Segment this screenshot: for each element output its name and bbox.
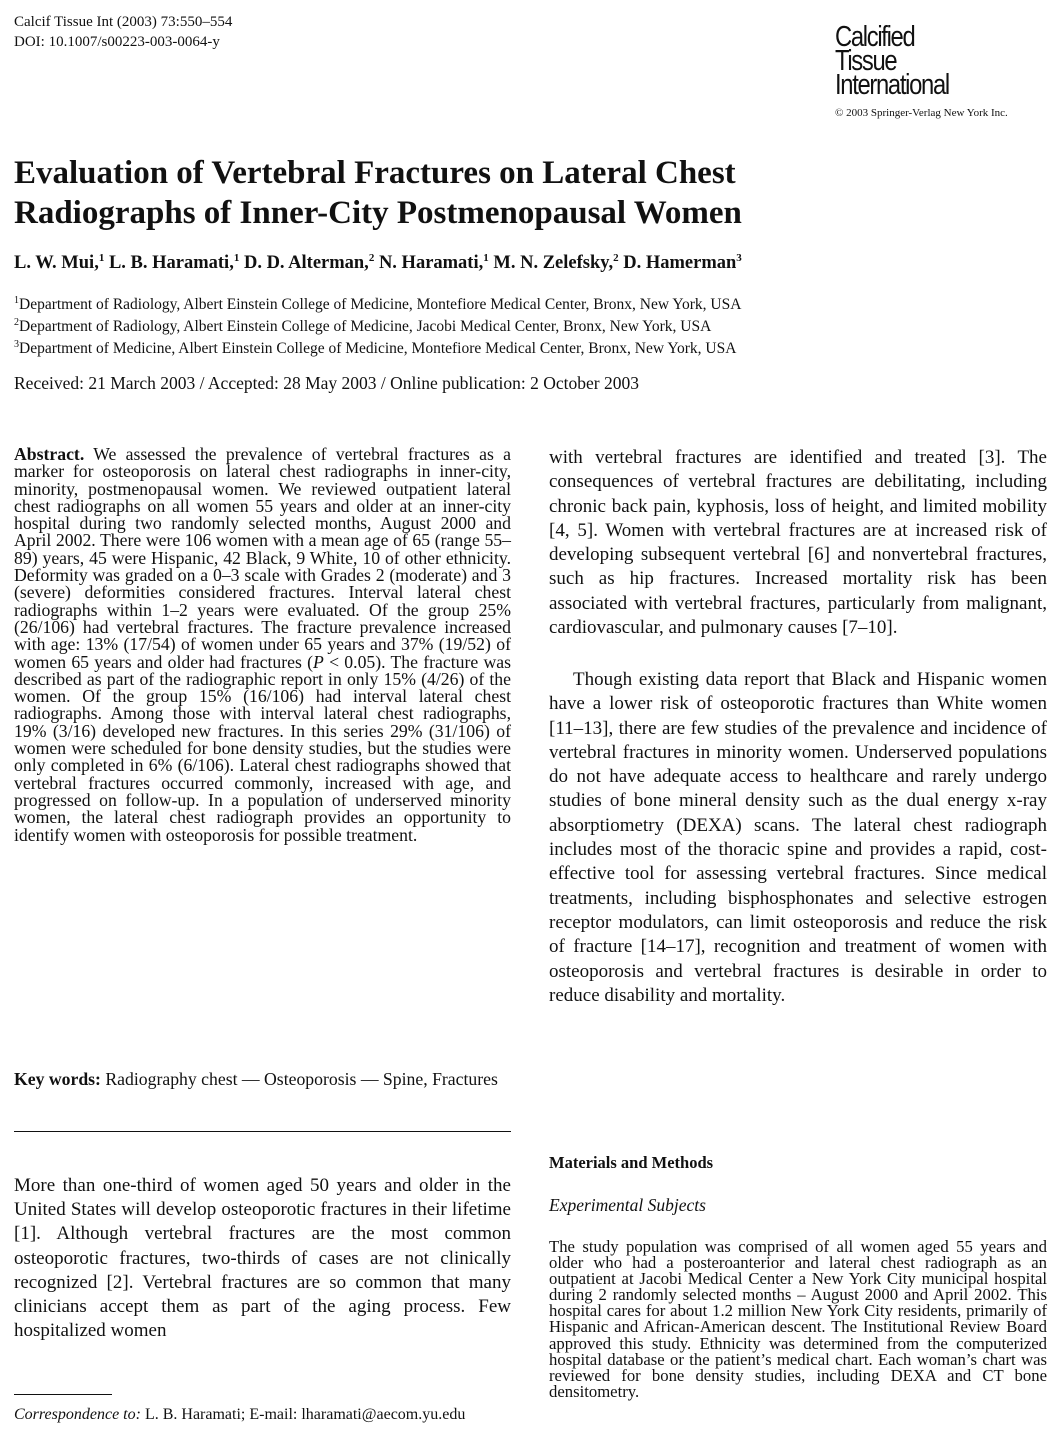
logo-line-1: Calcified <box>835 21 915 53</box>
methods-paragraph: The study population was comprised of all women aged 55 years and older who had a posteroanterior and lateral chest radiograph as an outpatient at Jacobi Medical Center a New York City municipal hospital during 2 randomly selected months – August 2000 and April 2002. This hospital cares for about 1.2 million New York City residents, primarily of Hispanic and African-American descent. The Institutional Review Board approved this study. Ethnicity was determined from the computerized hospital database or the patient’s medical chart. Each woman’s chart was reviewed for bone density studies, including DEXA and CT bone densitometry. <box>549 1237 1047 1401</box>
doi-line: DOI: 10.1007/s00223-003-0064-y <box>14 34 220 50</box>
affiliation: $^3$Department of Medicine, Albert Einstein College of Medicine, Montefiore Medical Center, Bronx, New York, USA <box>14 339 737 358</box>
abstract-divider <box>14 1131 511 1132</box>
subsection-heading: Experimental Subjects <box>549 1195 706 1215</box>
introduction-paragraph: More than one-third of women aged 50 years and older in the United States will develop osteoporotic fractures in their lifetime [1]. Although vertebral fractures are the most common osteoporotic fractures, two-thirds of cases are not clinically recognized [2]. Vertebral fractures are so common that many clinicians accept them as part of the aging process. Few hospitalized women <box>14 1175 511 1342</box>
title-line-2: Radiographs of Inner-City Postmenopausal Women <box>14 195 742 231</box>
affiliation: $^2$Department of Radiology, Albert Einstein College of Medicine, Jacobi Medical Center, Bronx, New York, USA <box>14 317 712 336</box>
p-value-symbol: P <box>313 651 324 672</box>
publication-dates: Received: 21 March 2003 / Accepted: 28 May 2003 / Online publication: 2 October 2003 <box>14 373 639 393</box>
keywords <box>14 1069 511 1090</box>
journal-citation <box>14 12 232 52</box>
author-list <box>14 252 1044 274</box>
logo-line-3: International <box>835 69 949 101</box>
affiliation: $^1$Department of Radiology, Albert Einstein College of Medicine, Montefiore Medical Center, Bronx, New York, USA <box>14 295 742 314</box>
intro-continued-paragraph: with vertebral fractures are identified and treated [3]. The consequences of vertebral fractures are debilitating, including chronic back pain, kyphosis, loss of height, and limited mobility [4, 5]. Women with vertebral fractures are at increased risk of developing subsequent vertebral [6] and nonvertebral fractures, such as hip fractures. Increased mortality risk has been associated with vertebral fractures, particularly from malignant, cardiovascular, and pulmonary causes [7–10]. <box>549 447 1047 639</box>
journal-logo-wordmark <box>835 21 1011 101</box>
correspondence-footnote <box>14 1405 511 1424</box>
author: M. N. Zelefsky,$^2$ <box>493 252 619 274</box>
article-title <box>14 153 914 233</box>
journal-line: Calcif Tissue Int (2003) 73:550–554 <box>14 14 233 30</box>
section-heading: Materials and Methods <box>549 1153 714 1172</box>
abstract-text-continued: < 0.05). The fracture was described as part of the radiographic report in only 15% (4/26) of the women. Of the group 15% (16/106) had interval lateral chest radiographs. Among those with interval lateral chest radiographs, 19% (3/16) developed new fractures. In this series 29% (31/106) of women were scheduled for bone density studies, but the studies were only completed in 6% (6/106). Lateral chest radiographs showed that vertebral fractures occurred commonly, increased with age, and progressed on follow-up. In a population of underserved minority women, the lateral chest radiograph provides an opportunity to identify women with osteoporosis for possible treatment. <box>14 651 511 845</box>
intro-paragraph-2: Though existing data report that Black and Hispanic women have a lower risk of osteoporotic fractures than White women [11–13], there are few studies of the prevalence and incidence of vertebral fractures in minority women. Underserved populations do not have adequate access to healthcare and rarely undergo studies of bone mineral density such as the dual energy x-ray absorptiometry (DEXA) scans. The lateral chest radiograph includes most of the thoracic spine and provides a rapid, cost-effective tool for assessing vertebral fractures. Since medical treatments, including bisphosphonates and selective estrogen receptor modulators, can limit osteoporosis and reduce the risk of fracture [14–17], recognition and treatment of women with osteoporosis and vertebral fractures is desirable in order to reduce disability and mortality. <box>549 669 1047 1006</box>
footnote-divider <box>14 1394 112 1395</box>
keywords-label: Key words: <box>14 1069 101 1089</box>
author: D. Hamerman$^3$ <box>623 252 742 274</box>
keywords-text: Radiography chest — Osteoporosis — Spine, Fractures <box>105 1069 498 1089</box>
copyright-notice: © 2003 Springer-Verlag New York Inc. <box>835 107 1008 119</box>
author: D. D. Alterman,$^2$ <box>243 252 375 274</box>
title-line-1: Evaluation of Vertebral Fractures on Lateral Chest <box>14 155 736 191</box>
affiliation-list <box>14 292 741 358</box>
correspondence-label: Correspondence to: <box>14 1406 141 1423</box>
author: L. B. Haramati,$^1$ <box>108 252 240 274</box>
journal-logo <box>835 21 1050 119</box>
author: N. Haramati,$^1$ <box>378 252 489 274</box>
abstract <box>14 446 511 844</box>
abstract-text: We assessed the prevalence of vertebral fractures as a marker for osteoporosis on lateral chest radiographs in inner-city, minority, postmenopausal women. We reviewed outpatient lateral chest radiographs on all women 55 years and older at an inner-city hospital during two randomly selected months, August 2000 and April 2002. There were 106 women with a mean age of 65 (range 55–89) years, 45 were Hispanic, 42 Black, 9 White, 10 of other ethnicity. Deformity was graded on a 0–3 scale with Grades 2 (moderate) and 3 (severe) deformities considered fractures. Interval lateral chest radiographs within 1–2 years were evaluated. Of the group 25% (26/106) had vertebral fractures. The fracture prevalence increased with age: 13% (17/54) of women under 65 years and 37% (19/52) of women 65 years and older had fractures ( <box>14 444 511 672</box>
logo-line-2: Tissue <box>835 45 897 77</box>
author: L. W. Mui,$^1$ <box>14 252 105 274</box>
correspondence-text: L. B. Haramati; E-mail: lharamati@aecom.yu.edu <box>144 1406 466 1423</box>
abstract-label: Abstract. <box>14 444 85 464</box>
